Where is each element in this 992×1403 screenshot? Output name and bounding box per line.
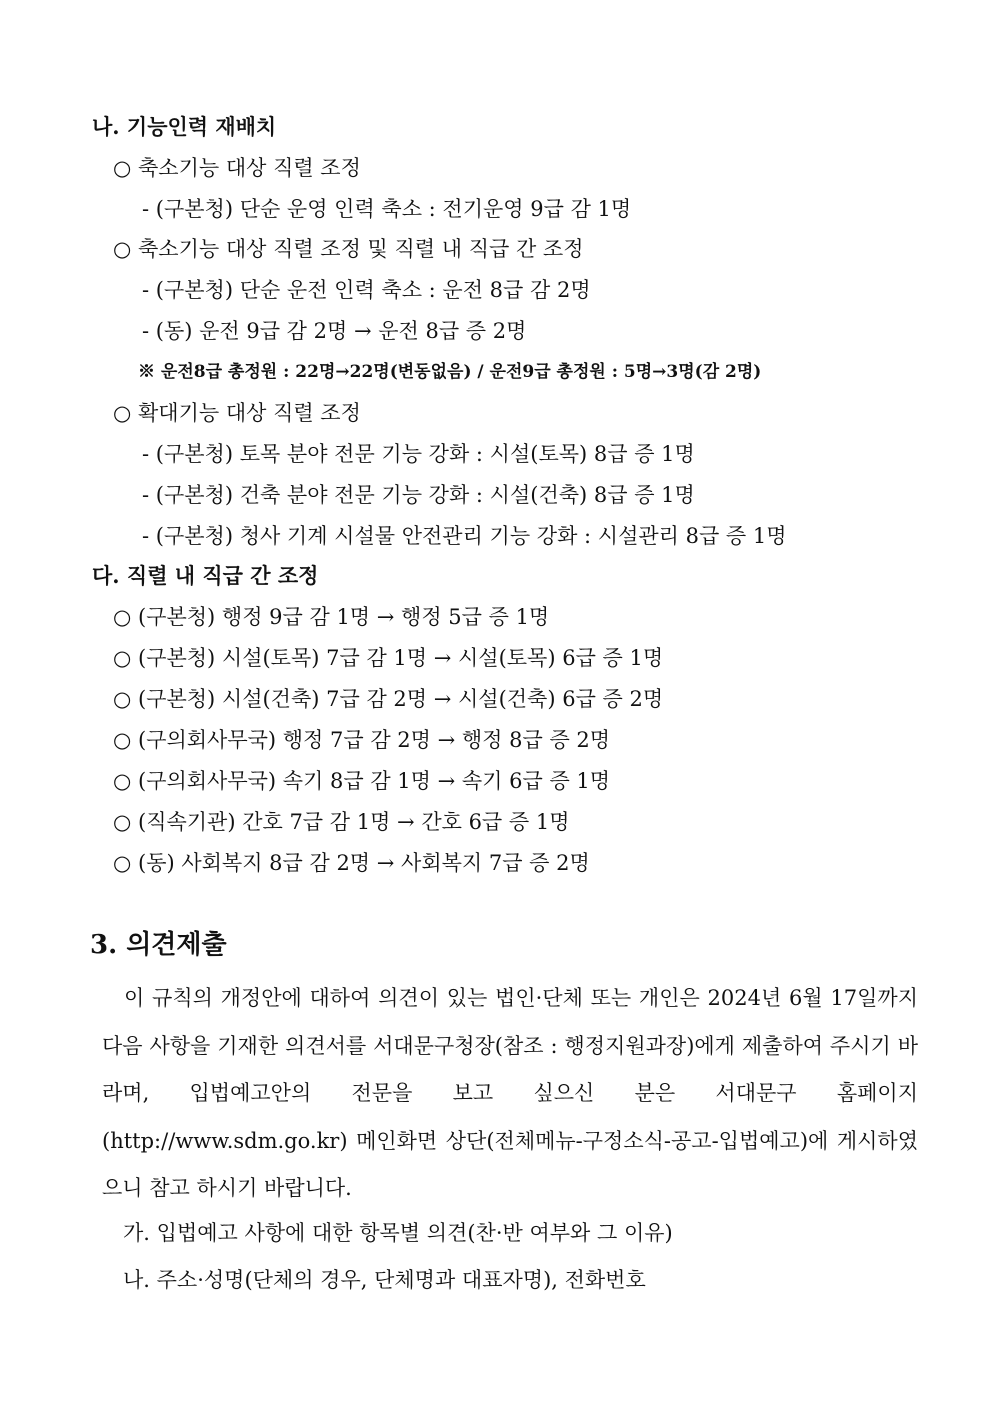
list-item: 가. 입법예고 사항에 대한 항목별 의견(찬·반 여부와 그 이유) — [123, 1221, 673, 1245]
dash-item: - (구본청) 건축 분야 전문 기능 강화 : 시설(건축) 8급 증 1명 — [142, 483, 695, 507]
bullet-item: ○ 축소기능 대상 직렬 조정 — [113, 156, 361, 180]
bullet-item: ○ (구의회사무국) 행정 7급 감 2명 → 행정 8급 증 2명 — [113, 728, 611, 752]
dash-item: - (동) 운전 9급 감 2명 → 운전 8급 증 2명 — [142, 319, 527, 343]
note-item: ※ 운전8급 총정원 : 22명→22명(변동없음) / 운전9급 총정원 : 5명→3명(감 2명) — [138, 362, 762, 382]
dash-item: - (구본청) 청사 기계 시설물 안전관리 기능 강화 : 시설관리 8급 증 1명 — [142, 524, 787, 548]
dash-item: - (구본청) 단순 운영 인력 축소 : 전기운영 9급 감 1명 — [142, 197, 632, 221]
section-da-heading: 다. 직렬 내 직급 간 조정 — [92, 563, 319, 588]
dash-item: - (구본청) 토목 분야 전문 기능 강화 : 시설(토목) 8급 증 1명 — [142, 442, 695, 466]
bullet-item: ○ 확대기능 대상 직렬 조정 — [113, 401, 361, 425]
bullet-item: ○ (구의회사무국) 속기 8급 감 1명 → 속기 6급 증 1명 — [113, 769, 611, 793]
bullet-item: ○ 축소기능 대상 직렬 조정 및 직렬 내 직급 간 조정 — [113, 237, 584, 261]
opinion-paragraph: 이 규칙의 개정안에 대하여 의견이 있는 법인·단체 또는 개인은 2024년 6월 17일까지 다음 사항을 기재한 의견서를 서대문구청장(참조 : 행정지원과장)에게 제출하여 주시기 바라며, 입법예고안의 전문을 보고 싶으신 분은 서대문구 홈페이지(http://www.sdm.go.kr) 메인화면 상단(전체메뉴-구정소식-공고-입법예고)에 게시하였으니 참고 하시기 바랍니다. — [102, 986, 918, 1200]
dash-item: - (구본청) 단순 운전 인력 축소 : 운전 8급 감 2명 — [142, 278, 591, 302]
bullet-item: ○ (동) 사회복지 8급 감 2명 → 사회복지 7급 증 2명 — [113, 851, 590, 875]
section-na-heading: 나. 기능인력 재배치 — [92, 114, 277, 139]
bullet-item: ○ (구본청) 시설(토목) 7급 감 1명 → 시설(토목) 6급 증 1명 — [113, 646, 664, 670]
list-item: 나. 주소·성명(단체의 경우, 단체명과 대표자명), 전화번호 — [123, 1268, 646, 1292]
bullet-item: ○ (구본청) 행정 9급 감 1명 → 행정 5급 증 1명 — [113, 605, 550, 629]
section-3-title: 3. 의견제출 — [90, 930, 227, 960]
bullet-item: ○ (구본청) 시설(건축) 7급 감 2명 → 시설(건축) 6급 증 2명 — [113, 687, 664, 711]
bullet-item: ○ (직속기관) 간호 7급 감 1명 → 간호 6급 증 1명 — [113, 810, 570, 834]
